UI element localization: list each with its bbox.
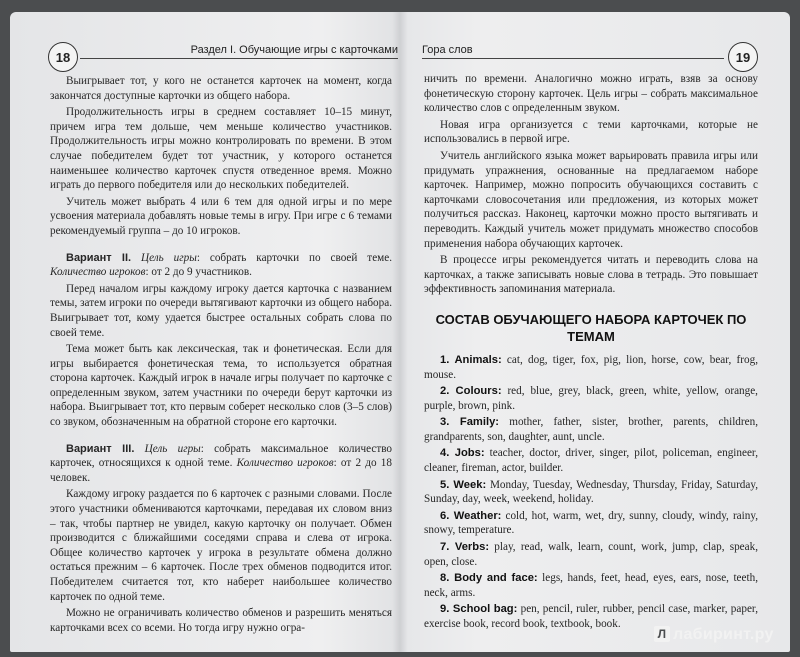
topic-label: 1. Animals: [440,353,502,366]
goal-text: : собрать карточки по своей теме. [196,251,393,264]
topic-label: 9. School bag: [440,603,518,616]
labirint-logo [654,626,774,644]
topic-words: legs, hands, feet, head, eyes, ears, nose, teeth, neck, arms. [424,572,758,599]
topic-item [424,446,758,475]
topic-label: 2. Colours: [440,385,502,398]
topic-words: cold, hot, warm, wet, dry, sunny, cloudy, windy, rainy, snowy, temperature. [424,509,758,537]
topic-item [424,384,758,413]
topic-label: 7. Verbs: [440,541,490,554]
count-text: : от 2 до 18 человек. [50,457,392,484]
paragraph: Можно не ограничивать количество обменов и разрешить меняться карточками всех со всеми. Но тогда игру нужно огра- [50,607,392,634]
book-spread [10,12,790,652]
topic-item [424,478,758,507]
variant-3-label: Вариант III. [66,442,135,455]
topic-item [424,571,758,600]
count-label: Количество игроков [50,266,146,279]
topic-item [424,509,758,538]
topic-label: 6. Weather: [440,509,502,522]
topic-words: mother, father, sister, brother, parents, children, grandparents, son, daughter, aunt, uncle. [424,416,758,443]
paragraph: Учитель английского языка может варьировать правила игры или придумать упражнения, основанные на предлагаемом наборе карточек. Например, можно попросить обучающихся составить с карточками словосочетания или предложения, из которых может получиться рассказ. Наконец, карточки можно просто вытягивать и переводить. Каждый учитель может придумать множество способов применения набора обучающих карточек. [424,149,758,250]
paragraph: Новая игра организуется с теми карточками, которые не использовались в первой игре. [424,118,758,146]
topic-item [424,540,758,569]
topic-label: 8. Body and face: [440,572,538,585]
right-page [410,12,790,652]
topic-words: Monday, Tuesday, Wednesday, Thursday, Friday, Saturday, Sunday, day, week, weekend, holiday. [424,478,759,506]
variant-2-heading [50,251,392,280]
running-head-left: Раздел I. Обучающие игры с карточками [80,44,398,59]
paragraph: Выигрывает тот, у кого не останется карточек на момент, когда закончатся доступные карточки из общего набора. [50,75,392,102]
left-page [10,12,410,652]
paragraph: Тема может быть как лексическая, так и фонетическая. Если для игры выбирается фонетическая тема, то используется обратная сторона карточек. Каждый игрок в начале игры получает по карточке с определенным звуком, затем участники по очереди берут карточки из набора. Выигрывает тот, кто первым соберет несколько слов (3–5 слов) со звуком, обозначенным на обратной стороне его карточки. [50,343,392,429]
paragraph: Каждому игроку раздается по 6 карточек с разными словами. После этого участники обмениваются карточками, передавая их словом вниз – так, чтобы партнер не увидел, какую карточку он получает. Обмен производится с ближайшими соседями справа и слева от игрока. Общее количество карточек у игрока в результате обмена должно остаться прежним – 6 карточек. После трех обменов подводится итог. Победителем считается тот, кто наберет наибольшее количество карточек по одной теме. [50,488,392,603]
paragraph: Продолжительность игры в среднем составляет 10–15 минут, причем игра тем дольше, чем меньше количество участников. Продолжительность игры можно контролировать по времени. В этом случае победителем будет тот участник, у которого останется наименьшее количество карточек спустя отведенное время. Можно играть до первого победителя или до нескольких победителей. [50,106,392,192]
section-title: СОСТАВ ОБУЧАЮЩЕГО НАБОРА КАРТОЧЕК ПО ТЕМАМ [435,311,747,344]
topic-label: 5. Week: [440,478,487,491]
count-text: : от 2 до 9 участников. [145,266,252,279]
paragraph: Перед началом игры каждому игроку дается карточка с названием темы, затем игроки по очереди вытягивают карточки из общего набора. Выигрывает тот, кому удается быстрее остальных собрать слова по своей теме. [50,282,392,339]
topic-label: 4. Jobs: [440,447,485,460]
page-number-left: 18 [48,42,78,72]
left-page-body [50,74,392,637]
topic-words: teacher, doctor, driver, singer, pilot, policeman, engineer, cleaner, fireman, actor, builder. [424,447,758,475]
topic-words: red, blue, grey, black, green, white, yellow, orange, purple, brown, pink. [424,385,758,412]
topic-item [424,415,758,444]
goal-label: Цель игры [141,251,197,264]
goal-text: : собрать максимальное количество карточек, относящихся к одной теме. [50,442,393,470]
paragraph: ничить по времени. Аналогично можно играть, взяв за основу фонетическую сторону карточек. Цель игры – собрать максимальное количество слов с определенным звуком. [424,73,758,115]
topic-words: play, read, walk, learn, count, work, jump, clap, speak, open, close. [424,541,759,568]
topic-item [424,353,758,382]
count-label: Количество игроков [236,457,334,470]
topic-words: pen, pencil, ruler, rubber, pencil case, marker, paper, exercise book, record book, textbook, book. [424,603,758,630]
right-page-body [424,72,758,634]
topic-label: 3. Family: [440,416,500,429]
page-number-right: 19 [728,42,758,72]
variant-3-heading [50,442,392,486]
variant-2-label: Вариант II. [66,251,132,264]
watermark-text: лабиринт.ру [673,626,774,643]
running-head-right: Гора слов [422,44,724,59]
goal-label: Цель игры [144,442,201,455]
paragraph: Учитель может выбрать 4 или 6 тем для одной игры и по мере усвоения материала добавлять новые темы в игру. При игре с 6 темами рекомендуемый группа – до 10 игроков. [50,195,392,237]
topic-words: cat, dog, tiger, fox, pig, lion, horse, cow, bear, frog, mouse. [424,353,758,381]
paragraph: В процессе игры рекомендуется читать и переводить слова на карточках, а также записывать новые слова в тетрадь. Это повышает эффективность запоминания материала. [424,254,758,296]
labirint-mark-icon: Л [654,626,670,642]
